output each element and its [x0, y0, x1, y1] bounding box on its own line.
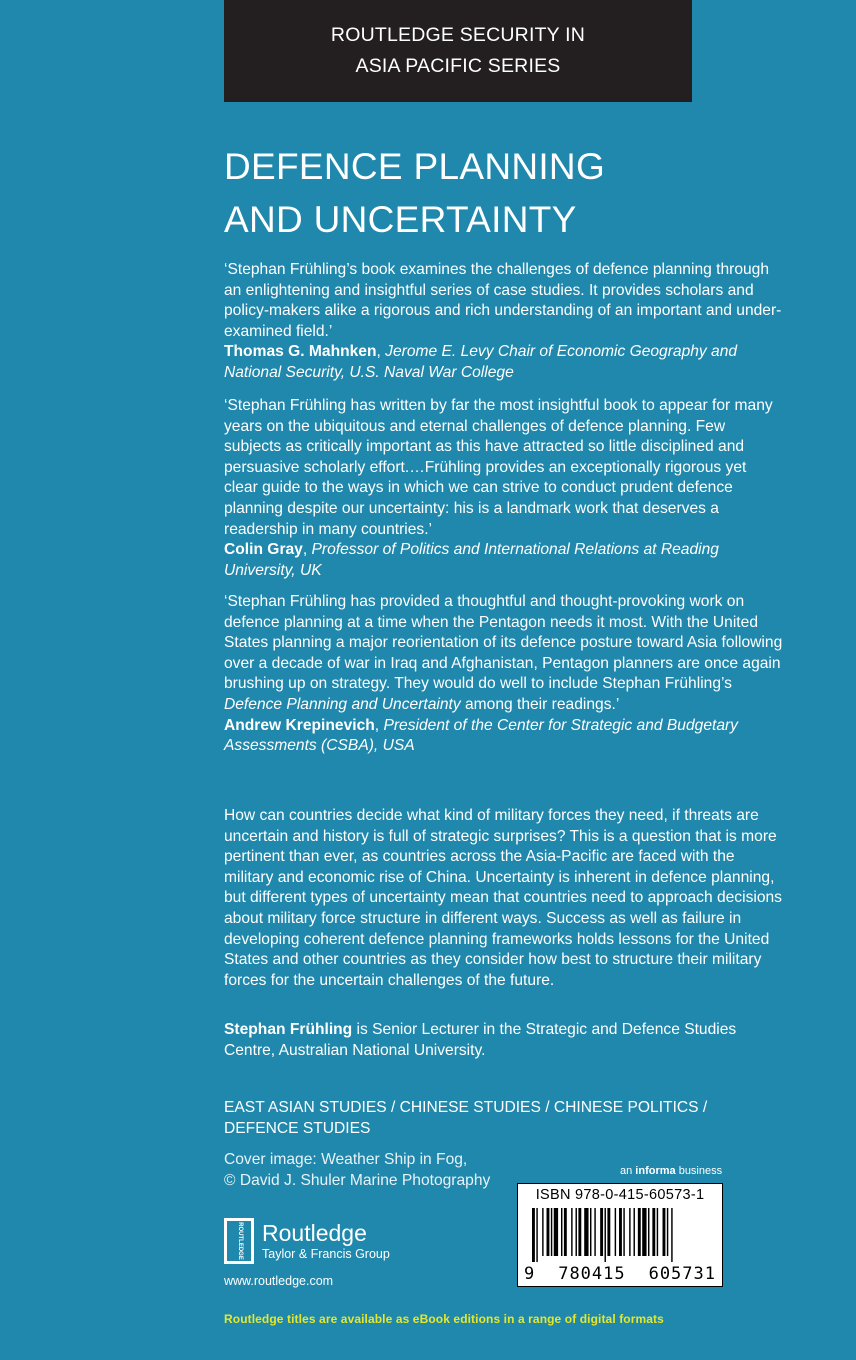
endorsement-2-affiliation: Professor of Politics and International Relations at Reading University, UK	[224, 541, 719, 579]
publisher-logo	[224, 1218, 390, 1264]
barcode-digit-group-2: 780415	[558, 1264, 626, 1284]
endorsement-3-affiliation: President of the Center for Strategic and Budgetary Assessments (CSBA), USA	[224, 716, 738, 755]
endorsement-2-name: Colin Gray	[224, 541, 303, 559]
endorsement-3	[224, 592, 784, 757]
author-bio-text: is Senior Lecturer in the Strategic and Defence Studies Centre, Australian National University.	[224, 1021, 737, 1059]
informa-suffix: business	[675, 1165, 723, 1177]
informa-prefix: an	[620, 1165, 636, 1177]
subject-line-2: DEFENCE STUDIES	[224, 1119, 371, 1137]
endorsement-3-name: Andrew Krepinevich	[224, 716, 375, 734]
endorsement-3-text-a: ‘Stephan Frühling has provided a thoughtful and thought-provoking work on defence planning at a time when the Pentagon needs it most. With the United States planning a major reorientation of its defence posture toward Asia following over a decade of war in Iraq and Afghanistan, Pentagon planners are once again brushing up on strategy. They would do well to include Stephan Frühling’s	[224, 593, 783, 693]
ebook-footer: Routledge titles are available as eBook editions in a range of digital formats	[224, 1312, 664, 1326]
endorsement-1-text: ‘Stephan Frühling’s book examines the challenges of defence planning through an enlightening and insightful series of case studies. It provides scholars and policy-makers alike a rigorous and rich understanding of an important and under-examined field.’	[224, 261, 782, 340]
routledge-mark-icon	[224, 1218, 254, 1264]
routledge-mark-text: ROUTLEDGE	[237, 1222, 243, 1260]
barcode-icon	[532, 1208, 710, 1262]
isbn-label: ISBN 978-0-415-60573-1	[535, 1187, 705, 1203]
cover-credit-line-1: Cover image: Weather Ship in Fog,	[224, 1151, 468, 1168]
endorsement-1-affiliation: Jerome E. Levy Chair of Economic Geography and National Security, U.S. Naval War College	[224, 343, 738, 381]
series-line-2: ASIA PACIFIC SERIES	[355, 55, 561, 77]
publisher-logo-text	[262, 1220, 390, 1262]
subject-line-1: EAST ASIAN STUDIES / CHINESE STUDIES / CHINESE POLITICS /	[224, 1099, 708, 1116]
endorsement-3-book-title: Defence Planning and Uncertainty	[224, 695, 461, 713]
book-title-line-1: DEFENCE PLANNING	[224, 146, 606, 187]
informa-brand: informa	[635, 1165, 676, 1177]
endorsement-1	[224, 260, 784, 384]
endorsement-1-name: Thomas G. Mahnken	[224, 343, 377, 361]
publisher-url[interactable]: www.routledge.com	[224, 1274, 334, 1288]
endorsement-2	[224, 396, 784, 581]
book-description: How can countries decide what kind of military forces they need, if threats are uncertain and history is full of strategic surprises? This is a question that is more pertinent than ever, as countries across the Asia-Pacific are faced with the military and economic rise of China. Uncertainty is inherent in defence planning, but different types of uncertainty mean that countries need to approach decisions about military force structure in different ways. Success as well as failure in developing coherent defence planning frameworks holds lessons for the United States and other countries as they consider how best to structure their military forces for the uncertain challenges of the future.	[224, 807, 782, 989]
author-name: Stephan Frühling	[224, 1021, 353, 1038]
publisher-group: Taylor & Francis Group	[262, 1247, 390, 1261]
endorsement-3-text	[224, 592, 784, 716]
book-title-line-2: AND UNCERTAINTY	[224, 199, 577, 240]
series-line-1: ROUTLEDGE SECURITY IN	[330, 24, 586, 46]
cover-credit-line-2: © David J. Shuler Marine Photography	[224, 1171, 491, 1189]
publisher-name: Routledge	[262, 1220, 367, 1246]
subject-categories	[224, 1098, 784, 1139]
series-banner	[224, 0, 692, 102]
endorsement-2-attribution: Colin Gray, Professor of Politics and International Relations at Reading University, UK	[224, 541, 719, 579]
barcode-digit-group-1: 9	[524, 1264, 536, 1284]
barcode-digits	[518, 1264, 722, 1284]
endorsement-1-attribution: Thomas G. Mahnken, Jerome E. Levy Chair of Economic Geography and National Security, U.S. Naval War College	[224, 343, 738, 381]
informa-tagline	[620, 1165, 722, 1177]
endorsement-3-attribution: Andrew Krepinevich, President of the Center for Strategic and Budgetary Assessments (CSBA), USA	[224, 716, 738, 755]
book-title	[224, 140, 605, 246]
endorsement-2-text: ‘Stephan Frühling has written by far the most insightful book to appear for many years on the ubiquitous and eternal challenges of defence planning. Few subjects as critically important as this have attracted so little disciplined and persuasive scholarly effort.…Frühling provides an exceptionally rigorous yet clear guide to the ways in which we can strive to conduct prudent defence planning despite our uncertainty: his is a landmark work that deserves a readership in many countries.’	[224, 397, 773, 538]
barcode-digit-group-3: 605731	[648, 1264, 716, 1284]
isbn-barcode	[517, 1183, 723, 1287]
endorsement-3-text-b: among their readings.’	[460, 695, 620, 713]
author-bio	[224, 1020, 784, 1061]
